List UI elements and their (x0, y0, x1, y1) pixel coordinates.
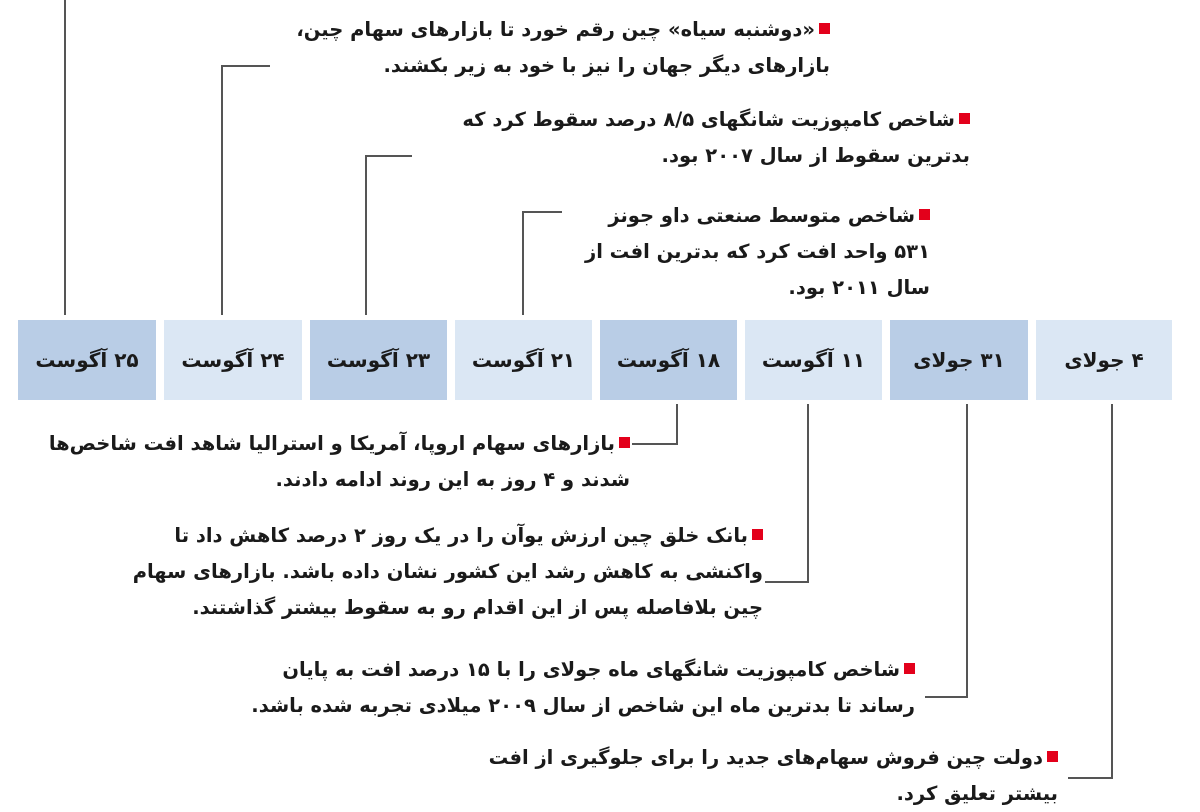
event-aug23 (462, 102, 970, 174)
event-text: بازارهای دیگر جهان را نیز با خود به زیر بکشند. (383, 54, 830, 77)
date-box-aug25 (18, 320, 156, 400)
bullet-icon (1047, 751, 1058, 762)
event-text: سال ۲۰۱۱ بود. (788, 276, 930, 299)
event-text: دولت چین فروش سهام‌های جدید را برای جلوگیری از افت (488, 746, 1043, 769)
date-box-jul4 (1036, 320, 1172, 400)
event-text: بدترین سقوط از سال ۲۰۰۷ بود. (661, 144, 970, 167)
event-aug11 (133, 518, 763, 626)
connector-aug24 (222, 66, 270, 315)
connector-aug23 (366, 156, 412, 315)
date-box-jul31 (890, 320, 1028, 400)
bullet-icon (904, 663, 915, 674)
date-label: ۲۳ آگوست (326, 348, 431, 372)
date-label: ۱۸ آگوست (616, 348, 721, 372)
event-text: ۵۳۱ واحد افت کرد که بدترین افت از (584, 240, 930, 263)
event-text: شاخص کامپوزیت شانگهای ۸/۵ درصد سقوط کرد که (462, 108, 955, 131)
event-aug24 (296, 12, 830, 84)
bullet-icon (752, 529, 763, 540)
date-label: ۲۱ آگوست (471, 348, 576, 372)
date-box-aug18 (600, 320, 737, 400)
event-aug21 (585, 198, 930, 306)
date-box-aug21 (455, 320, 592, 400)
date-box-aug23 (310, 320, 447, 400)
connector-jul31 (925, 404, 967, 697)
date-label: ۳۱ جولای (913, 348, 1005, 372)
event-text: بازارهای سهام اروپا، آمریکا و استرالیا شاهد افت شاخص‌ها (48, 432, 615, 455)
event-text: شدند و ۴ روز به این روند ادامه دادند. (275, 468, 630, 491)
event-text: بیشتر تعلیق کرد. (896, 782, 1058, 805)
connector-aug11 (765, 404, 808, 582)
date-label: ۱۱ آگوست (761, 348, 866, 372)
bullet-icon (619, 437, 630, 448)
date-label: ۲۵ آگوست (35, 348, 139, 372)
connector-aug18 (632, 404, 677, 444)
date-box-aug24 (164, 320, 302, 400)
event-jul31 (251, 652, 915, 724)
bullet-icon (959, 113, 970, 124)
event-text: چین بلافاصله پس از این اقدام رو به سقوط بیشتر گذاشتند. (192, 596, 763, 619)
event-aug18 (49, 426, 630, 498)
bullet-icon (819, 23, 830, 34)
connector-aug21 (523, 212, 562, 315)
event-text: «دوشنبه سیاه» چین رقم خورد تا بازارهای سهام چین، (296, 18, 815, 41)
event-text: بانک خلق چین ارزش یوآن را در یک روز ۲ درصد کاهش داد تا (174, 524, 748, 547)
bullet-icon (919, 209, 930, 220)
date-label: ۲۴ آگوست (181, 348, 285, 372)
event-text: شاخص متوسط صنعتی داو جونز (608, 204, 915, 227)
connector-jul4 (1068, 404, 1112, 778)
event-text: شاخص کامپوزیت شانگهای ماه جولای را با ۱۵ درصد افت به پایان (282, 658, 900, 681)
date-box-aug11 (745, 320, 882, 400)
event-text: واکنشی به کاهش رشد این کشور نشان داده باشد. بازارهای سهام (132, 560, 763, 583)
event-jul4 (489, 740, 1058, 812)
date-label: ۴ جولای (1064, 348, 1144, 372)
event-text: رساند تا بدترین ماه این شاخص از سال ۲۰۰۹ میلادی تجربه شده باشد. (251, 694, 915, 717)
